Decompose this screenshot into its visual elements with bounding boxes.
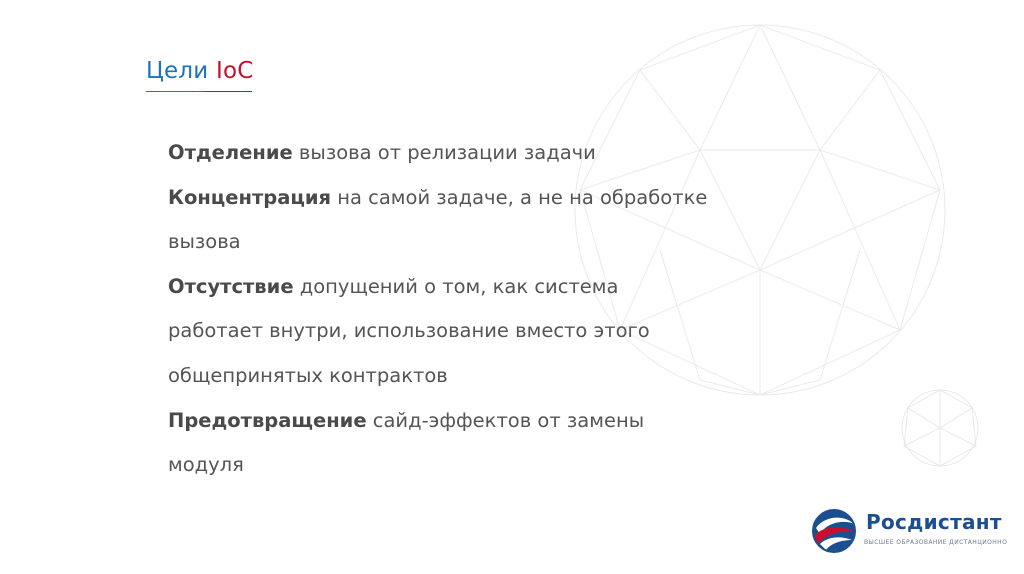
goal-keyword: Предотвращение xyxy=(168,408,367,432)
goal-keyword: Отделение xyxy=(168,141,293,164)
globe-logo-icon xyxy=(808,506,860,556)
title-acronym: IoC xyxy=(215,58,254,84)
goal-text: сайд-эффектов от замены модуля xyxy=(168,408,645,477)
slide-title xyxy=(146,58,253,84)
logo-tagline: ВЫСШЕЕ ОБРАЗОВАНИЕ ДИСТАНЦИОННО xyxy=(864,539,1008,546)
goal-item xyxy=(168,399,708,488)
title-text: Цели xyxy=(146,58,216,84)
goals-list xyxy=(168,131,708,488)
logo-name: Росдистант xyxy=(866,510,1002,534)
goal-item xyxy=(168,176,708,265)
goal-item xyxy=(168,131,708,176)
title-underline xyxy=(146,91,252,92)
goal-text: вызова от релизации задачи xyxy=(292,141,596,164)
goal-text: допущений о том, как система работает внутри, использование вместо этого общепринятых контрактов xyxy=(168,274,650,387)
goal-keyword: Отсутствие xyxy=(168,274,294,298)
goal-keyword: Концентрация xyxy=(168,185,332,209)
goal-text: на самой задаче, а не на обработке вызова xyxy=(168,185,708,254)
goal-item xyxy=(168,265,708,399)
rosdistant-logo xyxy=(806,506,1008,556)
